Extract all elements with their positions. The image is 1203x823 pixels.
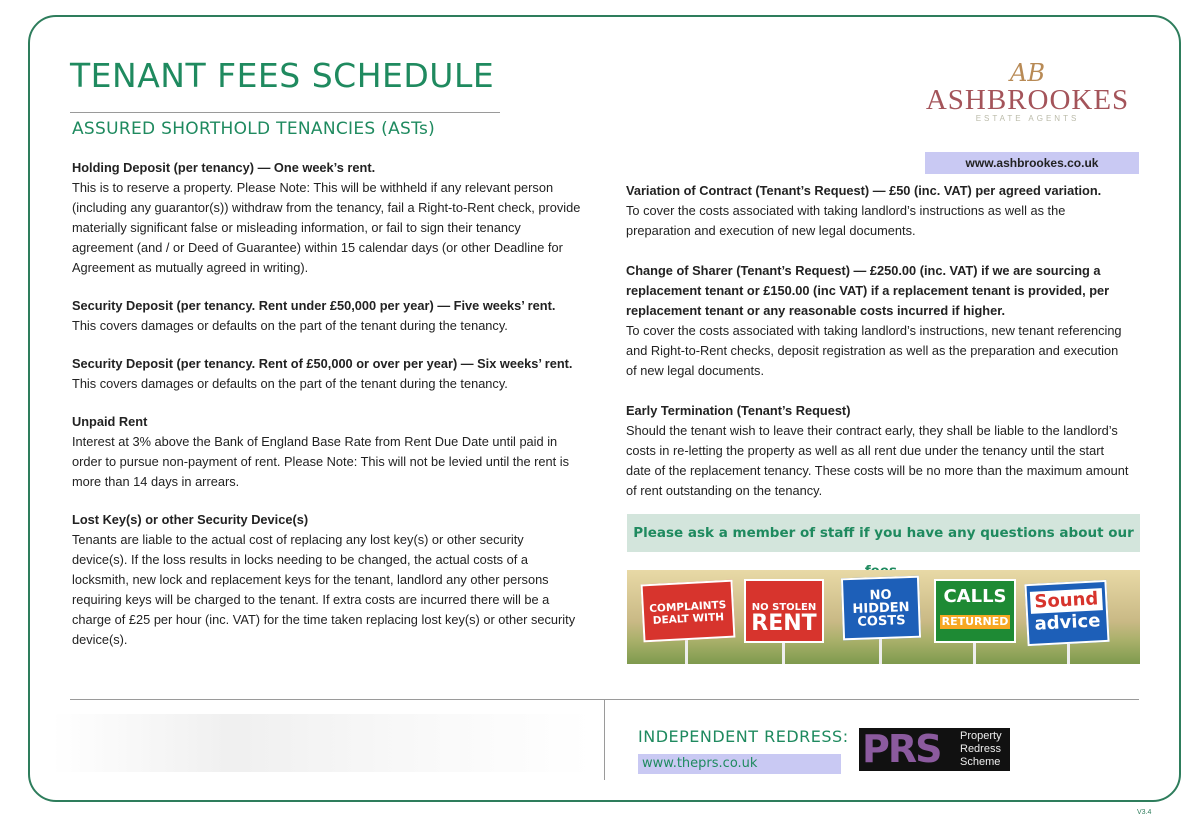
staff-questions-note: Please ask a member of staff if you have any questions about our [627, 514, 1140, 552]
fee-section [72, 414, 582, 492]
prs-logo-mark: PRS [862, 727, 941, 771]
fee-description: To cover the costs associated with taking landlord’s instructions, new tenant referencing and Right-to-Rent checks, deposit registration as well as the preparation and execution of new legal documents. [626, 323, 1122, 378]
sign-rent-text: RENT [751, 611, 817, 636]
redress-label: INDEPENDENT REDRESS: [638, 727, 849, 746]
sign-no-stolen-rent [744, 579, 824, 643]
prs-logo [859, 728, 1010, 771]
fee-heading: Unpaid Rent [72, 414, 148, 429]
fee-description: Tenants are liable to the actual cost of replacing any lost key(s) or other security device(s). If the loss results in locks needing to be changed, the actual costs of a locksmith, new lock and replacement keys for the tenant, landlord any other persons requiring keys will be charged to the tenant. If extra costs are incurred there will be a charge of £25 per hour (inc. VAT) for the time taken replacing lost key(s) or other security device(s). [72, 532, 576, 647]
fee-heading: Early Termination (Tenant’s Request) [626, 403, 851, 418]
fee-description: To cover the costs associated with taking landlord’s instructions as well as the preparation and execution of new legal documents. [626, 203, 1066, 238]
fee-heading: Holding Deposit (per tenancy) — One week’s rent. [72, 160, 376, 175]
prs-logo-line: Scheme [960, 756, 1001, 768]
fee-heading: Security Deposit (per tenancy. Rent under £50,000 per year) — Five weeks’ rent. [72, 298, 556, 313]
fee-section [626, 181, 1131, 241]
sign-calls-text: CALLS [943, 586, 1007, 607]
sign-sound-advice [1024, 580, 1109, 646]
fee-section [72, 512, 582, 650]
fee-section [626, 261, 1131, 381]
sign-advice-text: advice [1034, 610, 1101, 635]
prs-logo-line: Redress [960, 743, 1001, 755]
fee-description: Interest at 3% above the Bank of England Base Rate from Rent Due Date until paid in order to pursue non-payment of rent. Please Note: This will not be levied until the rent is more than 14 days in arrears. [72, 434, 569, 489]
fee-section [72, 160, 582, 278]
prs-website-link[interactable]: www.theprs.co.uk [638, 754, 841, 774]
prs-logo-text [960, 730, 1002, 769]
fees-column-left [72, 160, 582, 670]
sign-post [973, 640, 976, 664]
logo-name: ASHBROOKES [925, 84, 1130, 116]
page-title: TENANT FEES SCHEDULE [70, 56, 495, 95]
fee-section [626, 401, 1131, 501]
ashbrookes-logo [925, 60, 1130, 130]
fees-column-right [626, 181, 1131, 521]
footer-vertical-divider [604, 700, 605, 780]
version-label: V3.4 [1137, 809, 1152, 816]
sign-post [685, 638, 688, 664]
fee-heading: Lost Key(s) or other Security Device(s) [72, 512, 309, 527]
faded-footer-area [52, 714, 592, 772]
prs-logo-line: Property [960, 730, 1002, 742]
sign-returned-text: RETURNED [941, 615, 1009, 628]
fee-description: Should the tenant wish to leave their contract early, they shall be liable to the landlord’s costs in re-letting the property as well as all rent due under the tenancy until the start date of the replacement tenancy. These costs will be no more than the maximum amount of rent outstanding on the tenancy. [626, 423, 1129, 498]
logo-tagline: ESTATE AGENTS [975, 114, 1080, 123]
page-subtitle: ASSURED SHORTHOLD TENANCIES (ASTs) [72, 119, 436, 139]
fee-section [72, 356, 582, 394]
sign-sound-text: Sound [1030, 588, 1103, 614]
promo-signs-banner [627, 570, 1140, 664]
fee-description: This covers damages or defaults on the part of the tenant during the tenancy. [72, 318, 508, 333]
sign-calls-returned [934, 579, 1016, 643]
logo-monogram: AB [1010, 59, 1045, 87]
sign-post [879, 636, 882, 664]
sign-complaints: COMPLAINTS DEALT WITH [641, 580, 736, 643]
fee-heading: Variation of Contract (Tenant’s Request) — £50 (inc. VAT) per agreed variation. [626, 183, 1102, 198]
fee-heading: Security Deposit (per tenancy. Rent of £50,000 or over per year) — Six weeks’ rent. [72, 356, 573, 371]
fee-section [72, 298, 582, 336]
fee-heading: Change of Sharer (Tenant’s Request) — £250.00 (inc. VAT) if we are sourcing a replacement tenant or £150.00 (inc VAT) if a replacement tenant is provided, per replacement tenant or any reasonable costs incurred if higher. [626, 263, 1110, 318]
fee-description: This is to reserve a property. Please Note: This will be withheld if any relevant person (including any guarantor(s)) withdraw from the tenancy, fail a Right-to-Rent check, provide materially significant false or misleading information, or fail to sign their tenancy agreement (and / or Deed of Guarantee) within 15 calendar days (or other Deadline for Agreement as mutually agreed in writing). [72, 180, 581, 275]
fee-description: This covers damages or defaults on the part of the tenant during the tenancy. [72, 376, 508, 391]
website-link[interactable]: www.ashbrookes.co.uk [925, 152, 1139, 174]
sign-no-hidden-costs: NO HIDDEN COSTS [841, 576, 921, 641]
sign-post [782, 640, 785, 664]
sign-no-stolen-text: NO STOLEN [751, 602, 817, 613]
title-divider [70, 112, 500, 113]
